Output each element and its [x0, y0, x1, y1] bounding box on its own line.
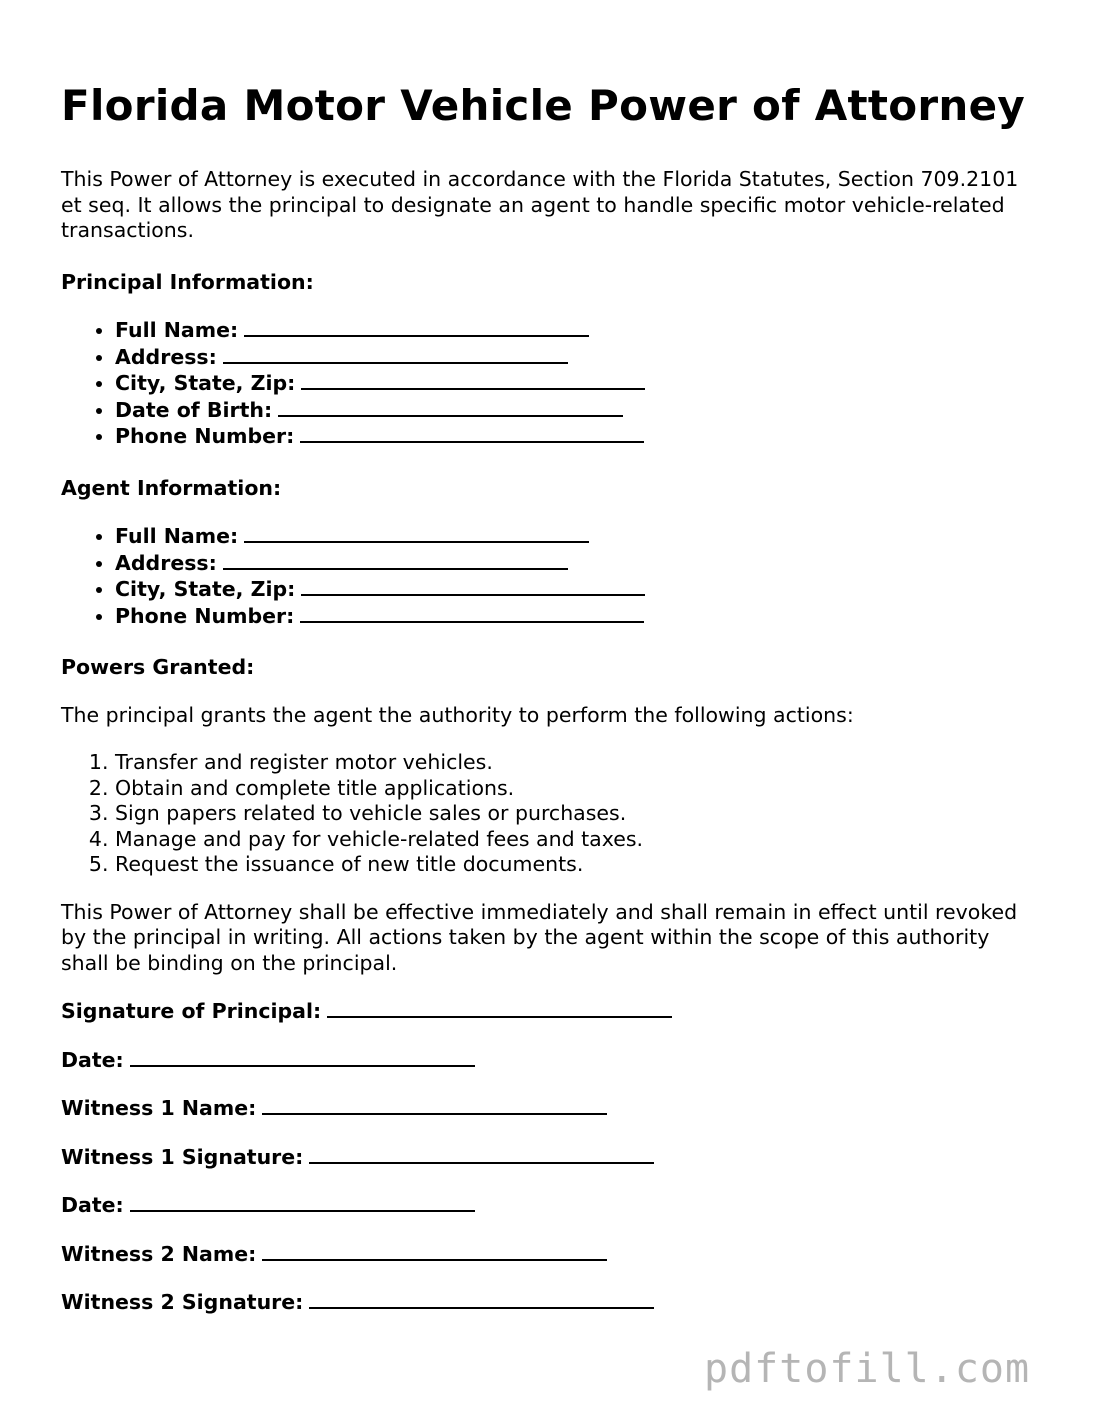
agent-address-field: [115, 550, 1041, 577]
field-label: Full Name:: [115, 318, 239, 342]
effective-paragraph: This Power of Attorney shall be effective immediately and shall remain in effect until revoked by the principal in writing. All actions taken by the agent within the scope of this authority shall be binding on the principal.: [61, 899, 1018, 975]
principal-address-field: [115, 344, 1041, 371]
power-item: 4. Manage and pay for vehicle-related fees and taxes.: [115, 827, 1041, 853]
power-item: 3. Sign papers related to vehicle sales or purchases.: [115, 801, 1041, 827]
fill-line[interactable]: [223, 344, 568, 364]
fill-line[interactable]: [278, 397, 623, 417]
fill-line[interactable]: [309, 1289, 654, 1309]
powers-heading: Powers Granted:: [61, 655, 255, 679]
witness-2-name-field: [61, 1241, 1041, 1268]
fill-line[interactable]: [130, 1047, 475, 1067]
fill-line[interactable]: [262, 1241, 607, 1261]
fill-line[interactable]: [327, 998, 672, 1018]
fill-line[interactable]: [301, 576, 645, 596]
fill-line[interactable]: [300, 603, 644, 623]
field-label: Date of Birth:: [115, 397, 273, 422]
powers-list: [61, 750, 1041, 878]
field-label: Witness 1 Name:: [61, 1096, 257, 1120]
principal-fields: [61, 317, 1041, 450]
fill-line[interactable]: [309, 1144, 654, 1164]
field-label: Address:: [115, 550, 217, 575]
power-item: 1. Transfer and register motor vehicles.: [115, 750, 1041, 776]
document-page: [61, 80, 1041, 1316]
field-label: Address:: [115, 344, 217, 369]
agent-city-state-zip-field: [115, 576, 1041, 603]
fill-line[interactable]: [244, 523, 589, 543]
fill-line[interactable]: [244, 317, 589, 337]
powers-lead: The principal grants the agent the authority to perform the following actions:: [61, 702, 854, 727]
field-label: Date:: [61, 1193, 124, 1217]
fill-line[interactable]: [262, 1095, 607, 1115]
witness-date-field: [61, 1192, 1041, 1219]
field-label: Date:: [61, 1047, 124, 1072]
principal-full-name-field: [115, 317, 1041, 344]
field-label: Signature of Principal:: [61, 999, 322, 1023]
power-item: 5. Request the issuance of new title documents.: [115, 852, 1041, 878]
fill-line[interactable]: [300, 423, 644, 443]
field-label: Phone Number:: [115, 424, 295, 448]
field-label: City, State, Zip:: [115, 371, 296, 395]
field-label: Full Name:: [115, 524, 239, 548]
principal-phone-field: [115, 423, 1041, 450]
principal-date-of-birth-field: [115, 397, 1041, 424]
fill-line[interactable]: [223, 550, 568, 570]
witness-2-signature-field: [61, 1289, 1041, 1316]
principal-date-field: [61, 1047, 1041, 1074]
watermark-text: pdftofill.com: [704, 1346, 1031, 1392]
page-title: Florida Motor Vehicle Power of Attorney: [61, 81, 1026, 130]
fill-line[interactable]: [301, 370, 645, 390]
agent-heading: Agent Information:: [61, 475, 282, 500]
witness-1-signature-field: [61, 1144, 1041, 1171]
principal-signature-field: [61, 998, 1041, 1025]
agent-phone-field: [115, 603, 1041, 630]
principal-city-state-zip-field: [115, 370, 1041, 397]
agent-full-name-field: [115, 523, 1041, 550]
fill-line[interactable]: [130, 1192, 475, 1212]
power-item: 2. Obtain and complete title applications.: [115, 776, 1041, 802]
principal-heading: Principal Information:: [61, 269, 314, 294]
field-label: Witness 2 Signature:: [61, 1290, 304, 1314]
witness-1-name-field: [61, 1095, 1041, 1122]
field-label: Witness 2 Name:: [61, 1241, 257, 1266]
agent-fields: [61, 523, 1041, 629]
field-label: City, State, Zip:: [115, 577, 296, 601]
field-label: Phone Number:: [115, 603, 295, 628]
intro-paragraph: This Power of Attorney is executed in accordance with the Florida Statutes, Section 709.2101 et seq. It allows the principal to designate an agent to handle specific motor vehicle-related transactions.: [61, 167, 1019, 242]
field-label: Witness 1 Signature:: [61, 1144, 304, 1169]
